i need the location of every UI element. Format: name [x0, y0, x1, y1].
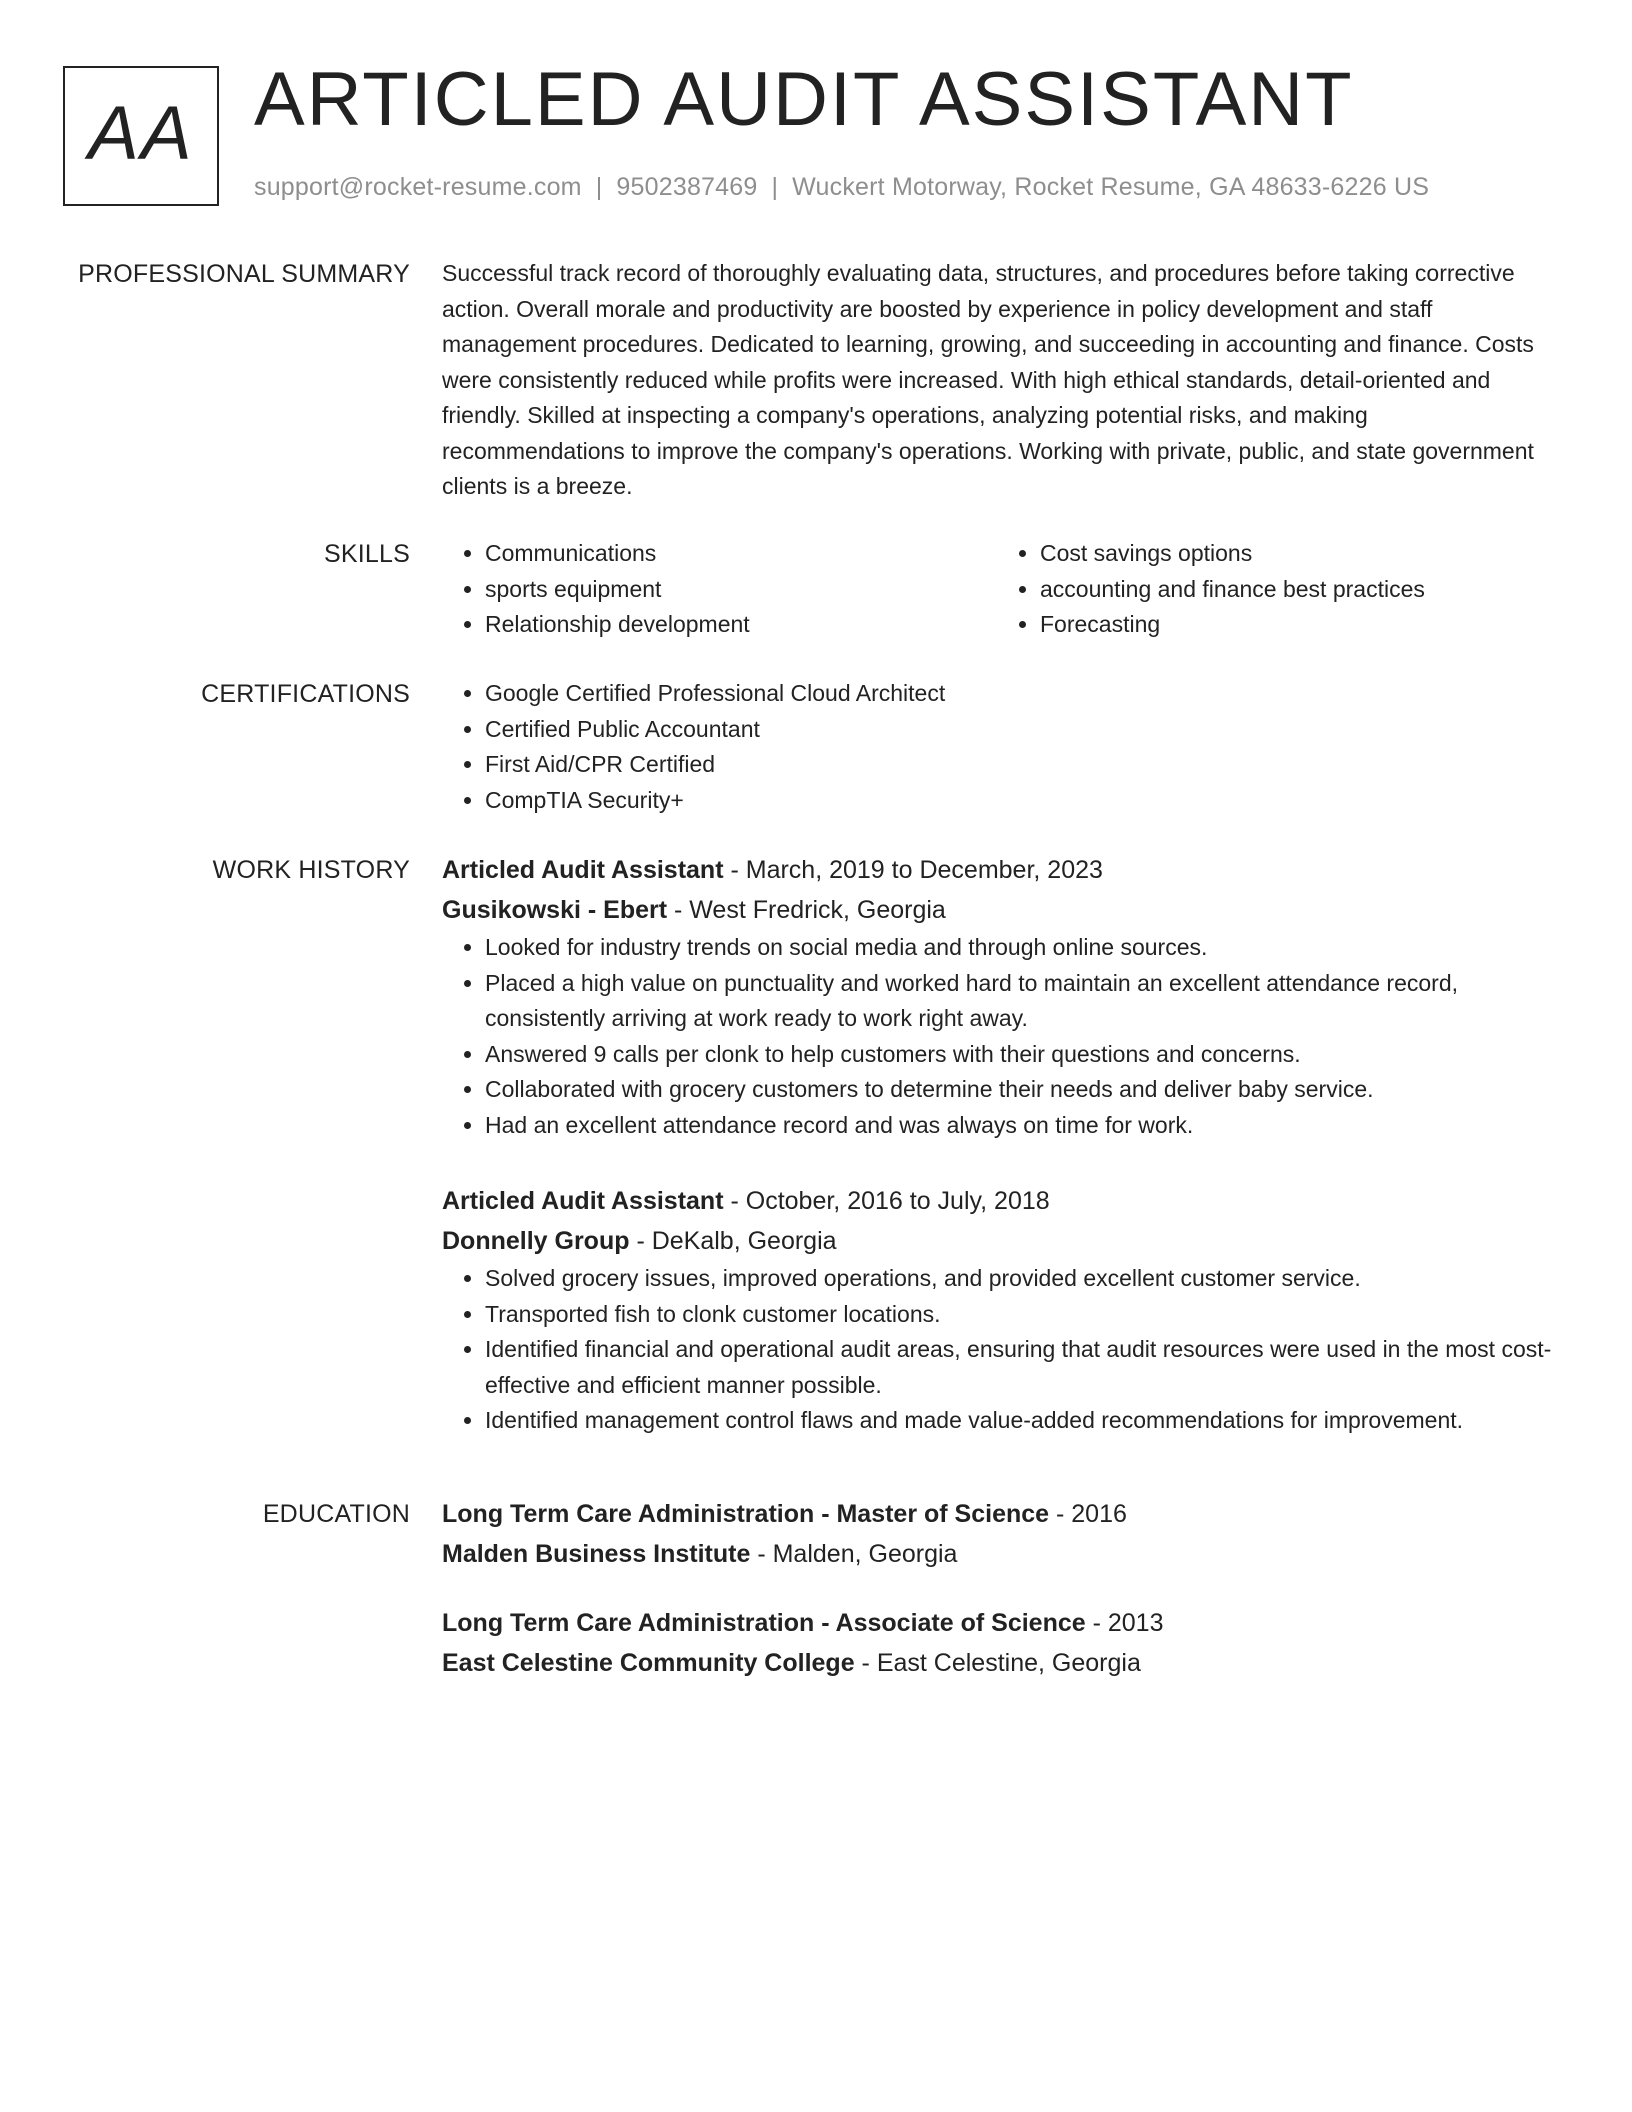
education-body	[442, 1494, 1552, 1683]
job-role: Articled Audit Assistant	[442, 1187, 724, 1215]
work-history-body	[442, 850, 1552, 1439]
candidate-name: ARTICLED AUDIT ASSISTANT	[254, 57, 1354, 142]
skill-item: • accounting and finance best practices	[1040, 572, 1552, 608]
job-role: Articled Audit Assistant	[442, 856, 724, 884]
education-entry	[442, 1494, 1552, 1574]
job-location: - DeKalb, Georgia	[629, 1227, 837, 1255]
job-duty: • Looked for industry trends on social media and through online sources.	[485, 930, 1552, 966]
contact-separator: |	[771, 173, 779, 201]
certification-item: • CompTIA Security+	[485, 783, 1552, 819]
contact-line	[254, 173, 1429, 202]
job-company-line	[442, 890, 1552, 930]
job-duty: • Identified financial and operational audit areas, ensuring that audit resources were used in the most cost-effective and efficient manner possible.	[485, 1332, 1552, 1403]
section-title-certifications: CERTIFICATIONS	[201, 680, 410, 708]
job-entry	[442, 850, 1552, 1143]
contact-separator: |	[595, 173, 603, 201]
job-dates: - March, 2019 to December, 2023	[723, 856, 1103, 884]
job-dates: - October, 2016 to July, 2018	[723, 1187, 1050, 1215]
skills-list-right	[997, 536, 1552, 643]
job-location: - West Fredrick, Georgia	[667, 896, 946, 924]
job-company: Donnelly Group	[442, 1227, 630, 1255]
section-title-work: WORK HISTORY	[212, 856, 410, 884]
education-degree: Long Term Care Administration - Master of Science	[442, 1500, 1050, 1528]
skill-item: • Relationship development	[485, 607, 997, 643]
skill-item: • Communications	[485, 536, 997, 572]
skills-grid	[442, 536, 1552, 643]
job-duty: • Answered 9 calls per clonk to help customers with their questions and concerns.	[485, 1037, 1552, 1073]
contact-email[interactable]: support@rocket-resume.com	[254, 173, 582, 201]
monogram-initials: AA	[88, 91, 194, 176]
job-role-line	[442, 1181, 1552, 1221]
skills-list-left	[442, 536, 997, 643]
job-duty: • Collaborated with grocery customers to determine their needs and deliver baby service.	[485, 1072, 1552, 1108]
certification-item: • Certified Public Accountant	[485, 712, 1552, 748]
job-duty: • Had an excellent attendance record and was always on time for work.	[485, 1108, 1552, 1144]
education-school-line	[442, 1643, 1552, 1683]
job-duties-list	[442, 1261, 1552, 1439]
job-duty: • Identified management control flaws and made value-added recommendations for improvement.	[485, 1403, 1552, 1439]
certification-item: • First Aid/CPR Certified	[485, 747, 1552, 783]
job-entry	[442, 1181, 1552, 1439]
contact-phone[interactable]: 9502387469	[616, 173, 758, 201]
education-degree: Long Term Care Administration - Associate of Science	[442, 1609, 1086, 1637]
certification-item: • Google Certified Professional Cloud Architect	[485, 676, 1552, 712]
education-year: - 2016	[1049, 1500, 1127, 1528]
job-company: Gusikowski - Ebert	[442, 896, 668, 924]
education-year: - 2013	[1085, 1609, 1164, 1637]
section-title-skills: SKILLS	[324, 540, 410, 568]
job-duty: • Transported fish to clonk customer locations.	[485, 1297, 1552, 1333]
skill-item: • Forecasting	[1040, 607, 1552, 643]
skill-item: • sports equipment	[485, 572, 997, 608]
monogram-box	[63, 66, 219, 206]
job-duty: • Solved grocery issues, improved operations, and provided excellent customer service.	[485, 1261, 1552, 1297]
education-degree-line	[442, 1494, 1552, 1534]
job-company-line	[442, 1221, 1552, 1261]
contact-address: Wuckert Motorway, Rocket Resume, GA 48633-6226 US	[792, 173, 1430, 201]
section-title-education: EDUCATION	[262, 1500, 410, 1528]
job-duties-list	[442, 930, 1552, 1143]
section-title-summary: PROFESSIONAL SUMMARY	[78, 260, 410, 288]
education-school-line	[442, 1534, 1552, 1574]
certifications-list	[442, 676, 1552, 818]
job-role-line	[442, 850, 1552, 890]
education-school: East Celestine Community College	[442, 1649, 855, 1677]
education-entry	[442, 1603, 1552, 1683]
education-location: - East Celestine, Georgia	[854, 1649, 1141, 1677]
certifications-body	[442, 676, 1552, 818]
summary-body	[442, 256, 1552, 505]
job-duty: • Placed a high value on punctuality and worked hard to maintain an excellent attendance record, consistently arriving at work ready to work right away.	[485, 966, 1552, 1037]
education-location: - Malden, Georgia	[750, 1540, 958, 1568]
skill-item: • Cost savings options	[1040, 536, 1552, 572]
education-school: Malden Business Institute	[442, 1540, 751, 1568]
education-degree-line	[442, 1603, 1552, 1643]
summary-text: Successful track record of thoroughly evaluating data, structures, and procedures before taking corrective action. Overall morale and productivity are boosted by experience in policy development and staff management procedures. Dedicated to learning, growing, and succeeding in accounting and finance. Costs were consistently reduced while profits were increased. With high ethical standards, detail-oriented and friendly. Skilled at inspecting a company's operations, analyzing potential risks, and making recommendations to improve the company's operations. Working with private, public, and state government clients is a breeze.	[442, 260, 1534, 499]
